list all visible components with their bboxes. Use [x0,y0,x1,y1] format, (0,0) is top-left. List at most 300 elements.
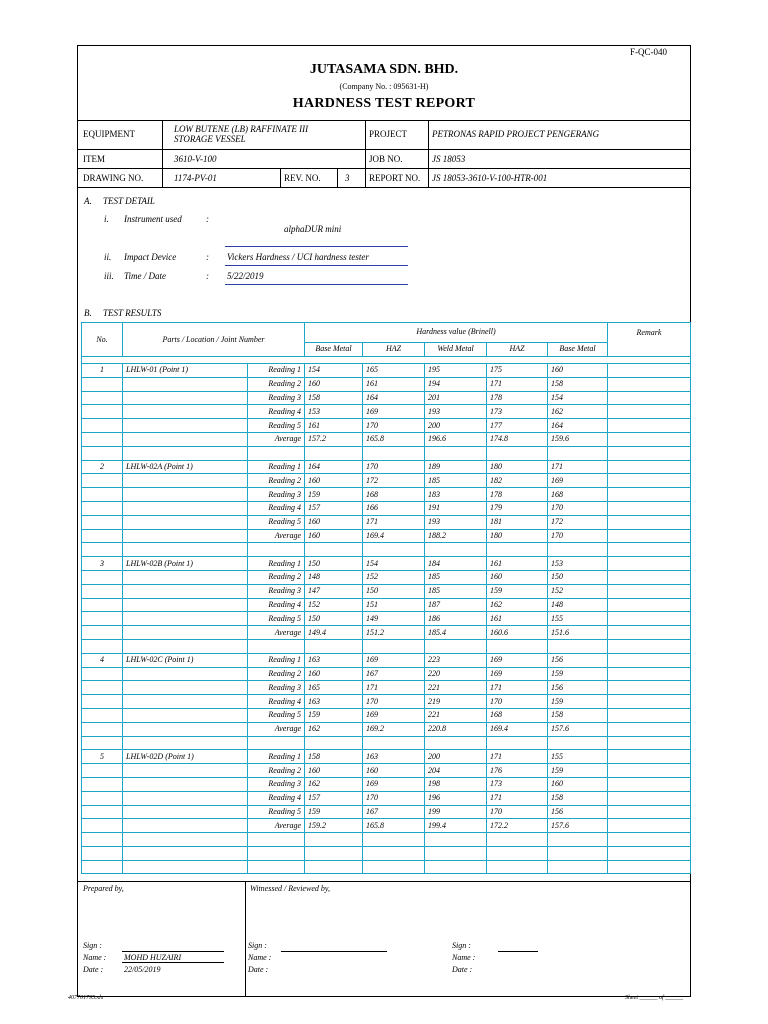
hardness-value: 160 [305,764,363,778]
row-no: 2 [82,460,123,474]
table-row [82,529,691,543]
row-part [123,377,248,391]
form-number: F-QC-040 [630,47,668,57]
instrument-label: Instrument used [124,214,182,224]
remark-cell [608,391,691,405]
hardness-value: 170 [548,501,608,515]
hardness-value: 172 [548,515,608,529]
table-row [82,764,691,778]
row-no: 1 [82,364,123,378]
row-reading-label: Reading 1 [248,750,305,764]
row-part [123,584,248,598]
hardness-value: 159 [305,488,363,502]
row-no [82,405,123,419]
row-part [123,488,248,502]
table-row [82,474,691,488]
table-row [82,419,691,433]
hardness-value: 160 [305,667,363,681]
hardness-value: 148 [548,598,608,612]
item-value: 3610-V-100 [174,154,217,164]
hardness-value: 160.6 [487,626,548,640]
row-part [123,570,248,584]
hardness-value: 169 [487,653,548,667]
hardness-value: 187 [425,598,487,612]
row-part [123,432,248,446]
hardness-value: 193 [425,405,487,419]
row-part: LHLW-02B (Point 1) [123,557,248,571]
table-row [82,626,691,640]
row-reading-label: Reading 4 [248,791,305,805]
table-row [82,515,691,529]
instrument-num: i. [104,214,109,224]
row-reading-label: Reading 5 [248,515,305,529]
row-no [82,474,123,488]
remark-cell [608,474,691,488]
table-row [82,377,691,391]
hardness-value: 160 [305,529,363,543]
row-reading-label: Reading 3 [248,777,305,791]
row-reading-label: Reading 2 [248,667,305,681]
hardness-value: 170 [363,791,425,805]
hardness-value: 191 [425,501,487,515]
hardness-value: 198 [425,777,487,791]
row-part [123,681,248,695]
remark-cell [608,529,691,543]
hardness-value: 162 [305,722,363,736]
row-part [123,667,248,681]
row-reading-label: Reading 3 [248,488,305,502]
row-part [123,722,248,736]
row-no [82,626,123,640]
row-no [82,488,123,502]
row-part: LHLW-02D (Point 1) [123,750,248,764]
hardness-value: 174.8 [487,432,548,446]
hardness-value: 161 [363,377,425,391]
row-no [82,695,123,709]
row-no [82,391,123,405]
table-row [82,777,691,791]
row-no: 5 [82,750,123,764]
equipment-label: EQUIPMENT [83,129,135,139]
row-no [82,432,123,446]
row-reading-label: Reading 2 [248,764,305,778]
table-row [82,653,691,667]
hardness-value: 178 [487,391,548,405]
hardness-value: 161 [487,612,548,626]
hardness-value: 163 [305,653,363,667]
row-part [123,708,248,722]
row-part [123,501,248,515]
table-row [82,681,691,695]
time-colon: : [206,271,209,281]
hardness-value: 169.2 [363,722,425,736]
spacer-row [82,543,691,557]
hardness-value: 158 [548,708,608,722]
row-no [82,419,123,433]
drawing-label: DRAWING NO. [83,173,144,183]
hardness-value: 152 [305,598,363,612]
sub-header: Weld Metal [425,342,487,356]
hardness-value: 151 [363,598,425,612]
row-part [123,777,248,791]
hardness-value: 171 [487,750,548,764]
report-label: REPORT NO. [369,173,421,183]
hardness-value: 189 [425,460,487,474]
prep-name-label: Name : [83,953,107,962]
hardness-value: 157.6 [548,819,608,833]
row-part [123,626,248,640]
hardness-value: 160 [548,777,608,791]
prep-name-value: MOHD HUZAIRI [124,953,182,962]
hardness-value: 170 [363,460,425,474]
row-part: LHLW-01 (Point 1) [123,364,248,378]
row-part [123,419,248,433]
test-detail-heading: A. TEST DETAIL [84,196,155,206]
remark-cell [608,791,691,805]
spacer-row [82,833,691,847]
instrument-colon: : [206,214,209,224]
hardness-value: 185 [425,474,487,488]
project-value: PETRONAS RAPID PROJECT PENGERANG [432,129,600,139]
row-reading-label: Reading 5 [248,419,305,433]
hardness-value: 223 [425,653,487,667]
hardness-value: 158 [548,791,608,805]
hardness-value: 164 [305,460,363,474]
spacer-row [82,860,691,874]
prep-sign-label: Sign : [83,941,102,950]
row-no [82,598,123,612]
table-row [82,791,691,805]
hardness-value: 153 [548,557,608,571]
row-reading-label: Reading 2 [248,474,305,488]
row-no [82,515,123,529]
hardness-value: 165.8 [363,819,425,833]
hardness-value: 156 [548,653,608,667]
hardness-value: 180 [487,529,548,543]
row-no: 4 [82,653,123,667]
row-no [82,570,123,584]
hardness-value: 147 [305,584,363,598]
row-no [82,805,123,819]
hardness-value: 180 [487,460,548,474]
sub-header: Base Metal [305,342,363,356]
hardness-value: 161 [487,557,548,571]
hardness-value: 169 [487,667,548,681]
hardness-value: 164 [548,419,608,433]
hardness-value: 162 [305,777,363,791]
remark-cell [608,501,691,515]
hardness-value: 169 [548,474,608,488]
hardness-value: 185.4 [425,626,487,640]
remark-cell [608,819,691,833]
remark-cell [608,626,691,640]
hardness-value: 171 [548,460,608,474]
remark-cell [608,777,691,791]
prepared-by-label: Prepared by, [83,884,124,893]
hardness-value: 182 [487,474,548,488]
table-row [82,570,691,584]
hardness-value: 165.8 [363,432,425,446]
hardness-value: 157 [305,501,363,515]
hardness-value: 169.4 [487,722,548,736]
table-row [82,501,691,515]
hardness-value: 196.6 [425,432,487,446]
table-row [82,598,691,612]
row-no [82,529,123,543]
hardness-value: 221 [425,681,487,695]
row-part [123,612,248,626]
row-part [123,515,248,529]
hardness-value: 195 [425,364,487,378]
hardness-value: 170 [487,695,548,709]
hardness-value: 159 [305,708,363,722]
hardness-value: 159.6 [548,432,608,446]
prep-date-label: Date : [83,965,104,974]
row-no [82,377,123,391]
drawing-value: 1174-PV-01 [174,173,217,183]
hardness-value: 219 [425,695,487,709]
hardness-value: 200 [425,419,487,433]
row-reading-label: Reading 3 [248,681,305,695]
hardness-value: 171 [487,791,548,805]
row-part [123,695,248,709]
remark-cell [608,667,691,681]
wit-sign-label: Sign : [248,941,267,950]
hardness-value: 169 [363,708,425,722]
remark-cell [608,764,691,778]
hardness-value: 171 [487,681,548,695]
hardness-value: 155 [548,612,608,626]
row-no [82,819,123,833]
hardness-value: 170 [548,529,608,543]
hardness-value: 150 [305,557,363,571]
hardness-value: 159 [305,805,363,819]
hardness-value: 177 [487,419,548,433]
hardness-value: 150 [548,570,608,584]
col-no: No. [82,323,123,357]
hardness-value: 154 [363,557,425,571]
hardness-value: 160 [363,764,425,778]
table-row [82,708,691,722]
hardness-value: 196 [425,791,487,805]
hardness-value: 157.2 [305,432,363,446]
row-no [82,667,123,681]
impact-colon: : [206,252,209,262]
hardness-value: 176 [487,764,548,778]
hardness-value: 168 [363,488,425,502]
col-hardness: Hardness value (Brinell) [305,323,608,343]
row-part [123,764,248,778]
table-row [82,584,691,598]
hardness-value: 163 [363,750,425,764]
hardness-value: 150 [305,612,363,626]
hardness-value: 156 [548,681,608,695]
row-part: LHLW-02A (Point 1) [123,460,248,474]
remark-cell [608,695,691,709]
row-part [123,819,248,833]
hardness-value: 185 [425,584,487,598]
hardness-value: 155 [548,750,608,764]
hardness-value: 166 [363,501,425,515]
hardness-value: 183 [425,488,487,502]
hardness-value: 200 [425,750,487,764]
table-row [82,612,691,626]
row-no: 3 [82,557,123,571]
row-reading-label: Reading 1 [248,653,305,667]
hardness-value: 151.2 [363,626,425,640]
time-num: iii. [104,271,114,281]
remark-cell [608,722,691,736]
hardness-value: 169.4 [363,529,425,543]
wit-name-label: Name : [248,953,272,962]
hardness-value: 220 [425,667,487,681]
row-part [123,405,248,419]
row-reading-label: Average [248,626,305,640]
row-no [82,764,123,778]
row-reading-label: Average [248,819,305,833]
remark-cell [608,460,691,474]
hardness-value: 199.4 [425,819,487,833]
hardness-value: 158 [305,750,363,764]
hardness-value: 158 [305,391,363,405]
sub-header: Base Metal [548,342,608,356]
sheet-number: Sheet ______ of ______ [625,995,684,1001]
impact-label: Impact Device [124,252,177,262]
hardness-value: 160 [305,515,363,529]
hardness-value: 188.2 [425,529,487,543]
hardness-value: 171 [363,515,425,529]
hardness-value: 169 [363,405,425,419]
table-row [82,432,691,446]
hardness-value: 159.2 [305,819,363,833]
row-no [82,791,123,805]
remark-cell [608,377,691,391]
remark-cell [608,419,691,433]
sub-header: HAZ [487,342,548,356]
prep-date-value: 22/05/2019 [124,965,161,974]
hardness-value: 160 [305,377,363,391]
hardness-value: 179 [487,501,548,515]
row-no [82,584,123,598]
impact-num: ii. [104,252,112,262]
hardness-value: 152 [363,570,425,584]
remark-cell [608,405,691,419]
time-label: Time / Date [124,271,166,281]
table-row [82,364,691,378]
hardness-value: 149.4 [305,626,363,640]
hardness-value: 170 [363,695,425,709]
results-table [81,322,691,874]
remark-cell [608,653,691,667]
row-reading-label: Reading 3 [248,391,305,405]
hardness-value: 159 [548,695,608,709]
hardness-value: 160 [548,364,608,378]
hardness-value: 204 [425,764,487,778]
hardness-value: 164 [363,391,425,405]
project-label: PROJECT [369,129,408,139]
file-name: 407701795.xls [68,995,104,1001]
hardness-value: 178 [487,488,548,502]
hardness-value: 152 [548,584,608,598]
table-row [82,667,691,681]
hardness-value: 194 [425,377,487,391]
row-reading-label: Reading 4 [248,695,305,709]
spacer-row [82,736,691,750]
hardness-value: 151.6 [548,626,608,640]
row-reading-label: Reading 1 [248,364,305,378]
equipment-value-2: STORAGE VESSEL [174,134,246,144]
table-row [82,695,691,709]
hardness-value: 165 [305,681,363,695]
hardness-value: 165 [363,364,425,378]
hardness-value: 157.6 [548,722,608,736]
rev-date-label: Date : [452,965,473,974]
row-no [82,708,123,722]
hardness-value: 162 [487,598,548,612]
rev-name-label: Name : [452,953,476,962]
test-results-heading: B. TEST RESULTS [84,308,162,318]
hardness-value: 154 [305,364,363,378]
row-no [82,777,123,791]
job-value: JS 18053 [432,154,466,164]
table-row [82,750,691,764]
hardness-value: 167 [363,667,425,681]
hardness-value: 149 [363,612,425,626]
table-row [82,391,691,405]
remark-cell [608,598,691,612]
row-reading-label: Reading 4 [248,501,305,515]
row-part [123,474,248,488]
hardness-value: 160 [305,474,363,488]
hardness-value: 159 [487,584,548,598]
remark-cell [608,570,691,584]
time-value: 5/22/2019 [227,271,264,281]
table-row [82,557,691,571]
hardness-value: 160 [487,570,548,584]
row-reading-label: Reading 5 [248,612,305,626]
hardness-value: 201 [425,391,487,405]
row-part [123,598,248,612]
hardness-value: 158 [548,377,608,391]
company-number: (Company No. : 095631-H) [339,82,429,91]
hardness-value: 167 [363,805,425,819]
hardness-value: 186 [425,612,487,626]
row-reading-label: Reading 1 [248,557,305,571]
row-reading-label: Reading 5 [248,805,305,819]
hardness-value: 150 [363,584,425,598]
hardness-value: 159 [548,764,608,778]
hardness-value: 163 [305,695,363,709]
row-reading-label: Reading 2 [248,377,305,391]
table-row [82,805,691,819]
hardness-value: 175 [487,364,548,378]
hardness-value: 181 [487,515,548,529]
row-part [123,805,248,819]
col-remark: Remark [608,323,691,343]
impact-value: Vickers Hardness / UCI hardness tester [227,252,369,262]
row-part: LHLW-02C (Point 1) [123,653,248,667]
remark-cell [608,584,691,598]
table-row [82,460,691,474]
remark-cell [608,432,691,446]
equipment-value-1: LOW BUTENE (LB) RAFFINATE III [174,124,309,134]
hardness-value: 184 [425,557,487,571]
hardness-value: 168 [548,488,608,502]
row-reading-label: Reading 2 [248,570,305,584]
company-name: JUTASAMA SDN. BHD. [309,62,459,77]
job-label: JOB NO. [369,154,403,164]
row-reading-label: Average [248,722,305,736]
